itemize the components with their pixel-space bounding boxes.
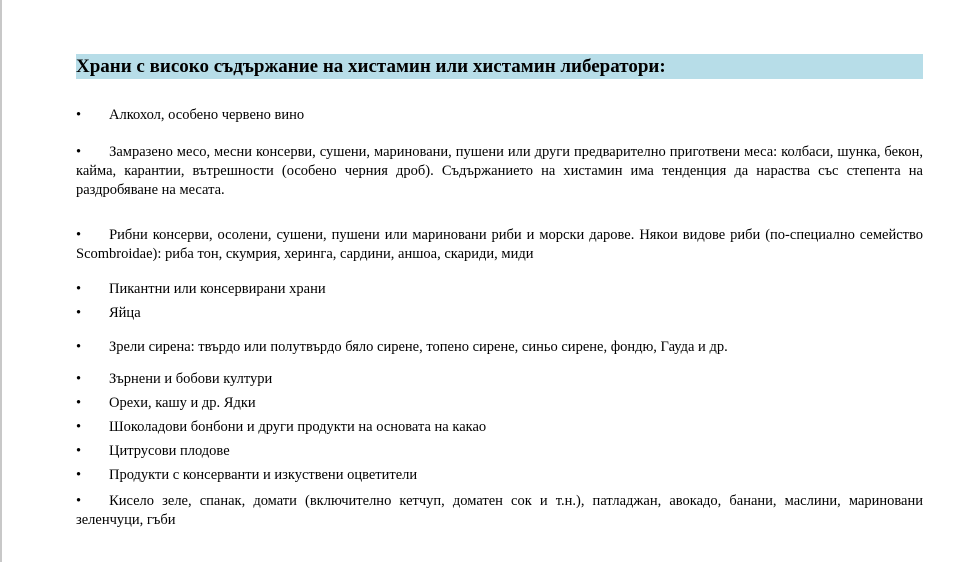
list-item-text: Шоколадови бонбони и други продукти на основата на какао <box>109 419 487 435</box>
section-heading: Храни с високо съдържание на хистамин или хистамин либератори: <box>76 54 923 79</box>
list-item-text: Яйца <box>109 305 141 321</box>
bullet-icon: • <box>76 443 82 459</box>
bullet-icon: • <box>76 281 82 297</box>
bullet-icon: • <box>76 339 82 355</box>
list-item <box>76 338 923 357</box>
list-item-text: Замразено месо, месни консерви, сушени, мариновани, пушени или други предварително приготвени меса: колбаси, шунка, бекон, кайма, карантии, вътрешности (особено черния дроб). Съдържанието на хистамин има тенденция да нараства със степента на раздробяване на месата. <box>76 144 923 198</box>
list-item-text: Кисело зеле, спанак, домати (включително кетчуп, доматен сок и т.н.), патладжан, авокадо, банани, маслини, мариновани зеленчуци, гъби <box>76 493 923 528</box>
list-item-text: Зърнени и бобови култури <box>109 371 273 387</box>
list-item <box>76 143 923 200</box>
list-item <box>76 394 923 413</box>
list-item <box>76 442 923 461</box>
bullet-icon: • <box>76 419 82 435</box>
bullet-icon: • <box>76 371 82 387</box>
list-item-text: Рибни консерви, осолени, сушени, пушени или мариновани риби и морски дарове. Някои видове риби (по-специално семейство Scombroidae): риба тон, скумрия, херинга, сардини, аншоа, скариди, миди <box>76 227 923 262</box>
list-item-text: Пикантни или консервирани храни <box>109 281 326 297</box>
bullet-icon: • <box>76 395 82 411</box>
list-item-text: Алкохол, особено червено вино <box>109 107 305 123</box>
page-left-edge <box>0 0 2 562</box>
list-item <box>76 466 923 485</box>
list-item <box>76 304 923 323</box>
document-page <box>76 54 923 528</box>
bullet-icon: • <box>76 107 82 123</box>
list-item <box>76 106 923 125</box>
list-item-text: Цитрусови плодове <box>109 443 230 459</box>
list-item <box>76 370 923 389</box>
list-item <box>76 492 923 530</box>
bullet-icon: • <box>76 493 82 509</box>
bullet-icon: • <box>76 467 82 483</box>
list-item <box>76 226 923 264</box>
bullet-icon: • <box>76 305 82 321</box>
bullet-icon: • <box>76 144 82 160</box>
list-item <box>76 280 923 299</box>
list-item-text: Продукти с консерванти и изкуствени оцветители <box>109 467 418 483</box>
bullet-icon: • <box>76 227 82 243</box>
list-item-text: Орехи, кашу и др. Ядки <box>109 395 256 411</box>
list-item-text: Зрели сирена: твърдо или полутвърдо бяло сирене, топено сирене, синьо сирене, фондю, Гауда и др. <box>109 339 728 355</box>
list-item <box>76 418 923 437</box>
